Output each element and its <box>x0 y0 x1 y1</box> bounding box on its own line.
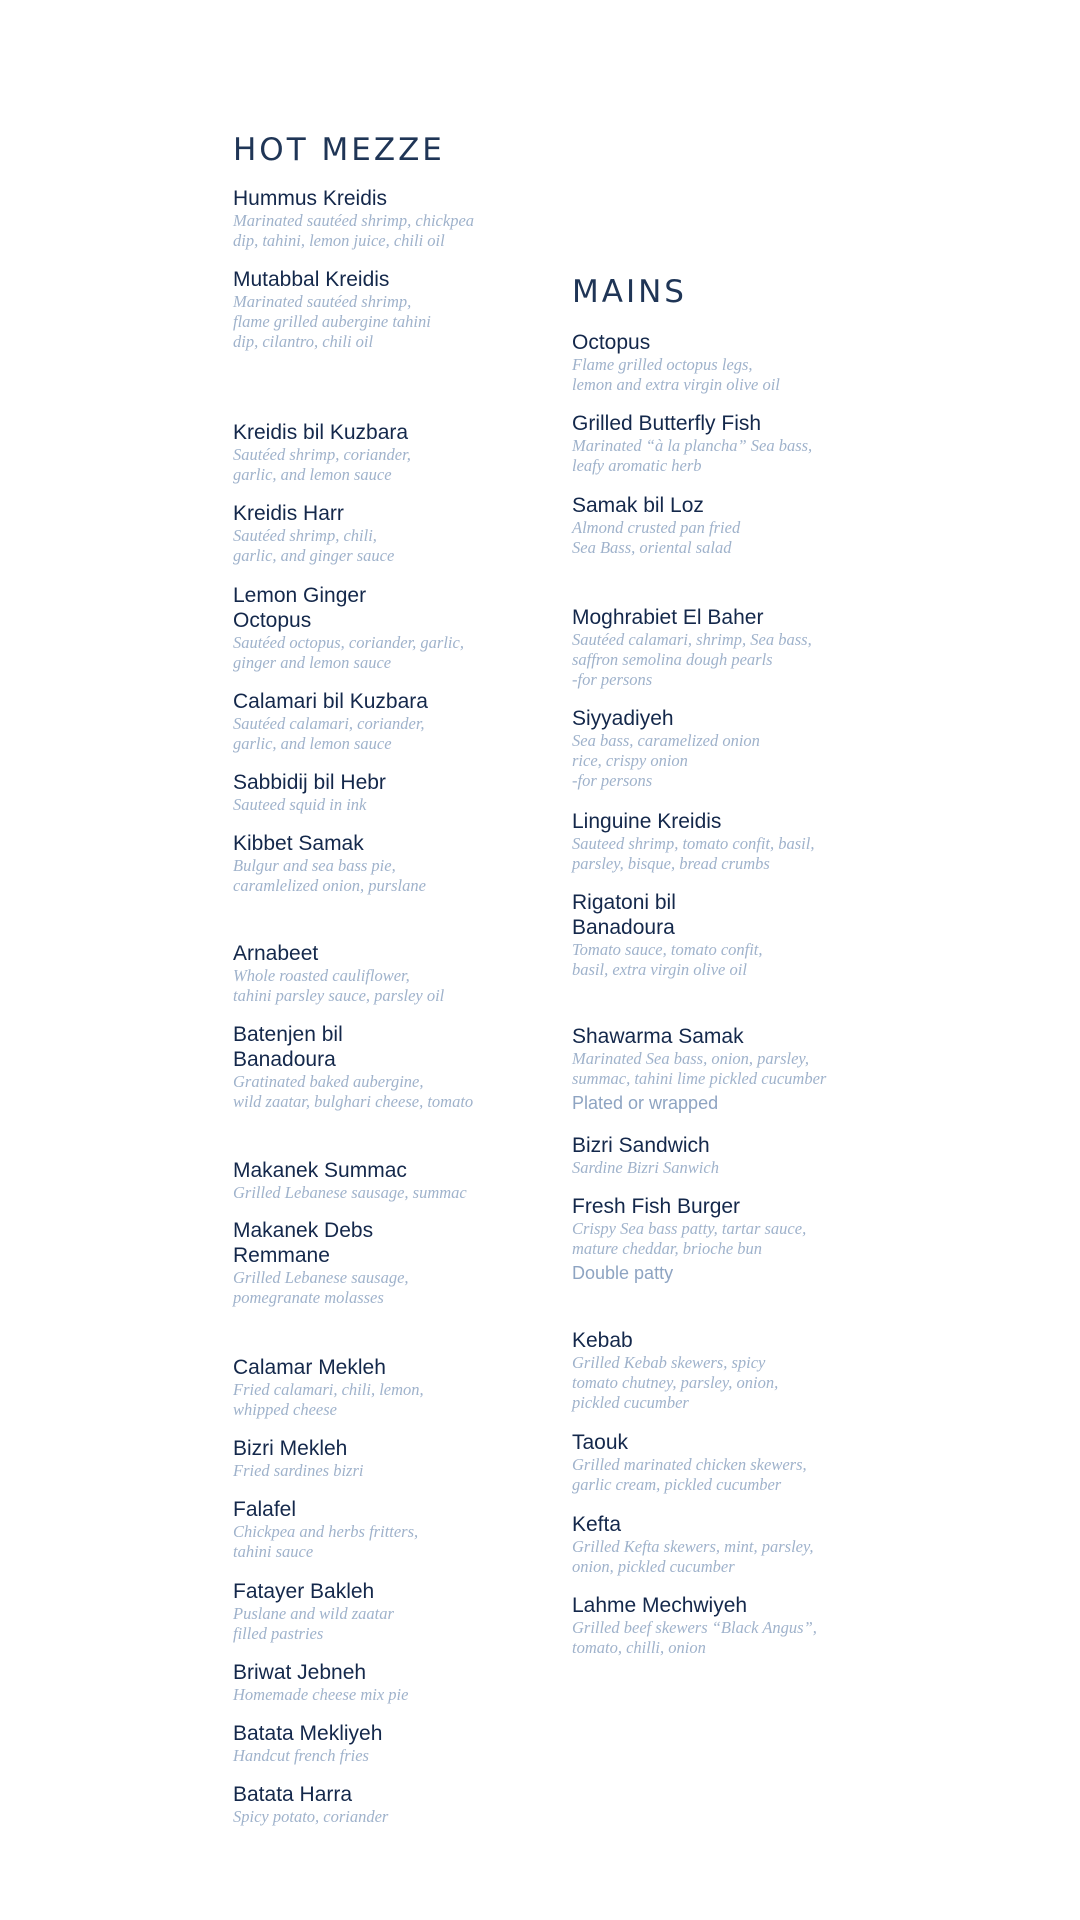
menu-item-taouk <box>572 1430 932 1495</box>
menu-item-linguine-kreidis <box>572 809 932 874</box>
item-name: Lahme Mechwiyeh <box>572 1594 748 1617</box>
item-description: Marinated sautéed shrimp, flame grilled aubergine tahini dip, cilantro, chili oil <box>233 292 431 351</box>
item-name: Bizri Mekleh <box>233 1437 348 1460</box>
menu-item-kibbet-samak <box>233 831 593 896</box>
menu-item-briwat-jebneh <box>233 1660 593 1705</box>
item-name: Batata Harra <box>233 1783 353 1806</box>
item-option: Plated or wrapped <box>572 1093 719 1113</box>
menu-item-mutabbal-kreidis <box>233 267 593 352</box>
item-description: Sauteed squid in ink <box>233 795 367 814</box>
item-name: Bizri Sandwich <box>572 1134 710 1157</box>
menu-item-batata-mekliyeh <box>233 1721 593 1766</box>
menu-item-kreidis-bil-kuzbara <box>233 420 593 485</box>
item-name: Sabbidij bil Hebr <box>233 771 386 794</box>
item-name: Batenjen bil Banadoura <box>233 1023 343 1071</box>
menu-item-kebab <box>572 1328 932 1413</box>
item-name: Batata Mekliyeh <box>233 1722 383 1745</box>
menu-item-hummus-kreidis <box>233 186 593 251</box>
item-description: Grilled Lebanese sausage, pomegranate molasses <box>233 1268 409 1307</box>
item-name: Mutabbal Kreidis <box>233 268 390 291</box>
menu-item-shawarma-samak <box>572 1024 932 1115</box>
item-description: Grilled Lebanese sausage, summac <box>233 1183 467 1202</box>
item-description: Marinated Sea bass, onion, parsley, summac, tahini lime pickled cucumber <box>572 1049 827 1088</box>
item-name: Falafel <box>233 1498 297 1521</box>
item-name: Moghrabiet El Baher <box>572 606 764 629</box>
item-description: Fried sardines bizri <box>233 1461 364 1480</box>
menu-item-fresh-fish-burger <box>572 1194 932 1285</box>
item-description: Marinated “à la plancha” Sea bass, leafy aromatic herb <box>572 436 813 475</box>
item-name: Kefta <box>572 1513 622 1536</box>
item-description: Sea bass, caramelized onion rice, crispy onion -for persons <box>572 731 760 790</box>
menu-item-bizri-sandwich <box>572 1133 932 1178</box>
item-description: Whole roasted cauliflower, tahini parsley sauce, parsley oil <box>233 966 445 1005</box>
item-name: Rigatoni bil Banadoura <box>572 891 676 939</box>
menu-item-calamari-bil-kuzbara <box>233 689 593 754</box>
item-description: Fried calamari, chili, lemon, whipped cheese <box>233 1380 424 1419</box>
item-name: Taouk <box>572 1431 629 1454</box>
item-description: Grilled Kefta skewers, mint, parsley, onion, pickled cucumber <box>572 1537 814 1576</box>
menu-item-batata-harra <box>233 1782 593 1827</box>
item-description: Grilled marinated chicken skewers, garlic cream, pickled cucumber <box>572 1455 807 1494</box>
menu-item-siyyadiyeh <box>572 706 932 791</box>
item-description: Homemade cheese mix pie <box>233 1685 409 1704</box>
item-description: Sautéed calamari, coriander, garlic, and lemon sauce <box>233 714 425 753</box>
item-description: Handcut french fries <box>233 1746 369 1765</box>
item-description: Grilled Kebab skewers, spicy tomato chutney, parsley, onion, pickled cucumber <box>572 1353 779 1412</box>
item-description: Sautéed shrimp, chili, garlic, and ginger sauce <box>233 526 395 565</box>
menu-item-samak-bil-loz <box>572 493 932 558</box>
item-name: Samak bil Loz <box>572 494 704 517</box>
item-description: Gratinated baked aubergine, wild zaatar, bulghari cheese, tomato <box>233 1072 474 1111</box>
item-description: Puslane and wild zaatar filled pastries <box>233 1604 394 1643</box>
menu-item-kefta <box>572 1512 932 1577</box>
item-name: Lemon Ginger Octopus <box>233 584 367 632</box>
item-description: Sardine Bizri Sanwich <box>572 1158 719 1177</box>
item-description: Sautéed octopus, coriander, garlic, ginger and lemon sauce <box>233 633 464 672</box>
item-description: Marinated sautéed shrimp, chickpea dip, tahini, lemon juice, chili oil <box>233 211 475 250</box>
menu-item-lahme-mechwiyeh <box>572 1593 932 1658</box>
item-description: Almond crusted pan fried Sea Bass, oriental salad <box>572 518 741 557</box>
menu-item-arnabeet <box>233 941 593 1006</box>
item-name: Fresh Fish Burger <box>572 1195 741 1218</box>
item-name: Fatayer Bakleh <box>233 1580 375 1603</box>
item-description: Spicy potato, coriander <box>233 1807 389 1826</box>
menu-item-falafel <box>233 1497 593 1562</box>
item-option: Double patty <box>572 1263 674 1283</box>
menu-item-bizri-mekleh <box>233 1436 593 1481</box>
menu-item-rigatoni-bil-banadoura <box>572 890 932 980</box>
hot-mezze-title: HOT MEZZE <box>233 132 445 168</box>
item-description: Bulgur and sea bass pie, caramlelized onion, purslane <box>233 856 426 895</box>
item-description: Sautéed shrimp, coriander, garlic, and lemon sauce <box>233 445 411 484</box>
menu-item-fatayer-bakleh <box>233 1579 593 1644</box>
item-description: Sauteed shrimp, tomato confit, basil, parsley, bisque, bread crumbs <box>572 834 815 873</box>
item-name: Siyyadiyeh <box>572 707 674 730</box>
item-description: Tomato sauce, tomato confit, basil, extra virgin olive oil <box>572 940 763 979</box>
item-name: Kibbet Samak <box>233 832 364 855</box>
menu-item-kreidis-harr <box>233 501 593 566</box>
menu-item-makanek-debs-remmane <box>233 1218 593 1308</box>
menu-item-makanek-summac <box>233 1158 593 1203</box>
menu-item-sabbidij-bil-hebr <box>233 770 593 815</box>
item-name: Kebab <box>572 1329 633 1352</box>
item-description: Flame grilled octopus legs, lemon and extra virgin olive oil <box>572 355 780 394</box>
menu-item-grilled-butterfly-fish <box>572 411 932 476</box>
menu-item-calamar-mekleh <box>233 1355 593 1420</box>
mains-title: MAINS <box>572 274 687 310</box>
item-name: Shawarma Samak <box>572 1025 744 1048</box>
item-name: Briwat Jebneh <box>233 1661 367 1684</box>
menu-item-octopus <box>572 330 932 395</box>
item-description: Grilled beef skewers “Black Angus”, tomato, chilli, onion <box>572 1618 817 1657</box>
item-name: Makanek Summac <box>233 1159 407 1182</box>
item-name: Calamar Mekleh <box>233 1356 386 1379</box>
menu-item-moghrabiet-el-baher <box>572 605 932 690</box>
item-name: Kreidis Harr <box>233 502 344 525</box>
item-name: Linguine Kreidis <box>572 810 722 833</box>
item-name: Hummus Kreidis <box>233 187 388 210</box>
item-description: Chickpea and herbs fritters, tahini sauce <box>233 1522 419 1561</box>
item-name: Kreidis bil Kuzbara <box>233 421 409 444</box>
item-name: Calamari bil Kuzbara <box>233 690 428 713</box>
item-description: Crispy Sea bass patty, tartar sauce, mature cheddar, brioche bun <box>572 1219 807 1258</box>
menu-item-lemon-ginger-octopus <box>233 583 593 673</box>
item-name: Grilled Butterfly Fish <box>572 412 762 435</box>
item-description: Sautéed calamari, shrimp, Sea bass, saffron semolina dough pearls -for persons <box>572 630 812 689</box>
item-name: Makanek Debs Remmane <box>233 1219 374 1267</box>
menu-item-batenjen-bil-banadoura <box>233 1022 593 1112</box>
item-name: Arnabeet <box>233 942 319 965</box>
item-name: Octopus <box>572 331 651 354</box>
